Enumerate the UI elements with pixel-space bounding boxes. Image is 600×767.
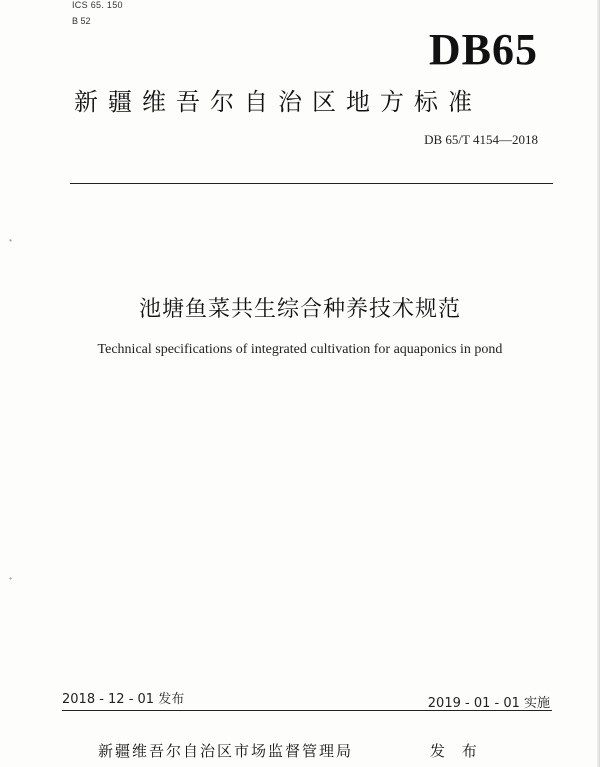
document-title-chinese: 池塘鱼菜共生综合种养技术规范 [138, 297, 461, 322]
scan-artifact: ∙ [8, 236, 14, 245]
scan-artifact: ∙ [8, 574, 14, 583]
ccs-code: B 52 [72, 16, 91, 26]
standard-number: DB 65/T 4154—2018 [424, 132, 538, 147]
standard-mark: DB65 [428, 25, 538, 74]
document-title-english: Technical specifications of integrated cultivation for aquaponics in pond [97, 342, 503, 357]
header-divider [70, 183, 553, 184]
implementation-date: 2019 - 01 - 01 实施 [427, 696, 550, 711]
standard-type-title: 新疆维吾尔自治区地方标准 [74, 88, 482, 116]
publisher: 新疆维吾尔自治区市场监督管理局 [98, 742, 354, 760]
publish-label: 发 布 [430, 742, 483, 760]
footer-divider [62, 710, 552, 711]
ics-code: ICS 65. 150 [72, 0, 123, 10]
issue-date: 2018 - 12 - 01 发布 [62, 692, 185, 707]
